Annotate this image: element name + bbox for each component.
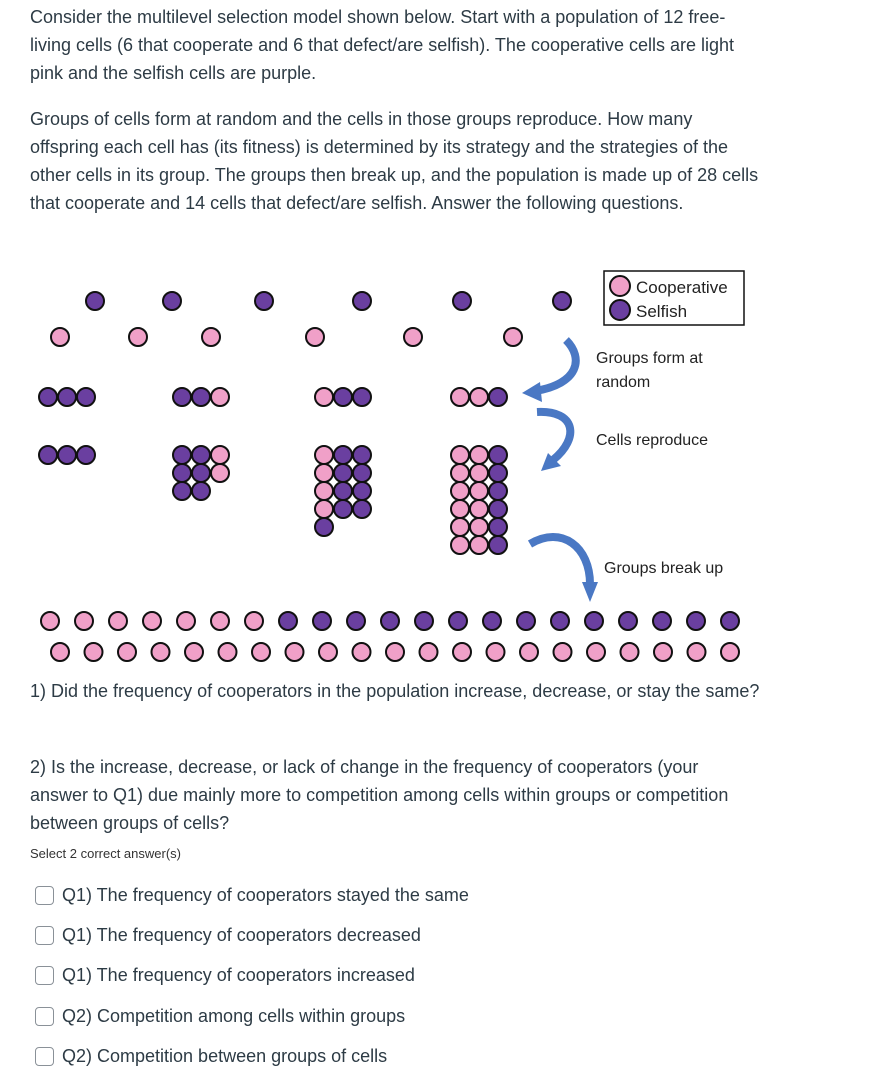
stage-label-breakup: Groups break up xyxy=(604,560,724,577)
legend-selfish-label: Selfish xyxy=(636,302,688,321)
intro-paragraph-1: Consider the multilevel selection model shown below. Start with a population of 12 free-living cells (6 that cooperate and 6 that defect/are selfish). The cooperative cells are light pink and the selfish cells are purple. xyxy=(30,7,735,83)
selfish-cell xyxy=(453,292,471,310)
selfish-cell xyxy=(551,612,569,630)
selfish-cell xyxy=(58,388,76,406)
selfish-cell xyxy=(489,500,507,518)
selfish-cell xyxy=(489,482,507,500)
cooperative-cell xyxy=(587,643,605,661)
cooperative-cell xyxy=(315,388,333,406)
selfish-cell xyxy=(173,482,191,500)
checkbox[interactable] xyxy=(35,966,54,985)
cooperative-cell xyxy=(353,643,371,661)
cooperative-cell xyxy=(520,643,538,661)
cooperative-cell xyxy=(470,536,488,554)
selfish-cell xyxy=(489,464,507,482)
option-label: Q1) The frequency of cooperators increased xyxy=(62,964,415,985)
cooperative-cell xyxy=(721,643,739,661)
legend-cooperative-icon xyxy=(610,276,630,296)
multilevel-selection-figure xyxy=(0,262,890,672)
selfish-cell xyxy=(353,446,371,464)
cooperative-cell xyxy=(202,328,220,346)
selfish-cell xyxy=(483,612,501,630)
legend-cooperative-label: Cooperative xyxy=(636,278,728,297)
stage-label-form-line-2: random xyxy=(596,374,651,391)
selfish-cell xyxy=(449,612,467,630)
selfish-cell xyxy=(353,292,371,310)
selfish-cell xyxy=(173,446,191,464)
option-q1-stayed-same[interactable] xyxy=(35,882,469,908)
checkbox[interactable] xyxy=(35,886,54,905)
curved-arrow-breakup xyxy=(530,537,590,584)
cooperative-cell xyxy=(451,446,469,464)
selfish-cell xyxy=(353,464,371,482)
cooperative-cell xyxy=(252,643,270,661)
selfish-cell xyxy=(334,388,352,406)
selfish-cell xyxy=(173,388,191,406)
option-q2-within-groups[interactable] xyxy=(35,1003,405,1029)
selfish-cell xyxy=(347,612,365,630)
cooperative-cell xyxy=(143,612,161,630)
cooperative-cell xyxy=(470,388,488,406)
cooperative-cell xyxy=(177,612,195,630)
cooperative-cell xyxy=(211,388,229,406)
cooperative-cell xyxy=(152,643,170,661)
selfish-cell xyxy=(192,446,210,464)
cooperative-cell xyxy=(451,500,469,518)
option-label: Q2) Competition among cells within groups xyxy=(62,1005,406,1026)
option-label: Q1) The frequency of cooperators decreased xyxy=(62,924,421,945)
cooperative-cell xyxy=(451,464,469,482)
cooperative-cell xyxy=(245,612,263,630)
curved-arrow-breakup-head xyxy=(582,582,598,602)
selfish-cell xyxy=(192,482,210,500)
selfish-cell xyxy=(192,388,210,406)
option-label: Q2) Competition between groups of cells xyxy=(62,1045,388,1066)
cooperative-cell xyxy=(41,612,59,630)
cooperative-cell xyxy=(451,536,469,554)
cooperative-cell xyxy=(211,446,229,464)
selfish-cell xyxy=(353,482,371,500)
selfish-cell xyxy=(353,388,371,406)
cooperative-cell xyxy=(315,464,333,482)
cooperative-cell xyxy=(420,643,438,661)
cooperative-cell xyxy=(185,643,203,661)
cooperative-cell xyxy=(487,643,505,661)
selfish-cell xyxy=(77,388,95,406)
cooperative-cell xyxy=(451,482,469,500)
selfish-cell xyxy=(517,612,535,630)
cooperative-cell xyxy=(386,643,404,661)
checkbox[interactable] xyxy=(35,1007,54,1026)
selfish-cell xyxy=(489,536,507,554)
selfish-cell xyxy=(553,292,571,310)
cooperative-cell xyxy=(85,643,103,661)
selfish-cell xyxy=(687,612,705,630)
option-q1-increased[interactable] xyxy=(35,962,415,988)
cooperative-cell xyxy=(306,328,324,346)
cooperative-cell xyxy=(451,388,469,406)
cooperative-cell xyxy=(51,643,69,661)
cooperative-cell xyxy=(211,464,229,482)
selfish-cell xyxy=(619,612,637,630)
selfish-cell xyxy=(381,612,399,630)
cooperative-cell xyxy=(470,464,488,482)
cooperative-cell xyxy=(219,643,237,661)
selfish-cell xyxy=(334,482,352,500)
intro-paragraph-2: Groups of cells form at random and the cells in those groups reproduce. How many offspring each cell has (its fitness) is determined by its strategy and the strategies of the other cells in its group. The groups then break up, and the population is made up of 28 cells that cooperate and 14 cells that defect/are selfish. Answer the following questions. xyxy=(30,109,759,213)
selfish-cell xyxy=(585,612,603,630)
selfish-cell xyxy=(353,500,371,518)
cooperative-cell xyxy=(470,518,488,536)
selfish-cell xyxy=(334,500,352,518)
selfish-cell xyxy=(192,464,210,482)
cooperative-cell xyxy=(118,643,136,661)
selfish-cell xyxy=(313,612,331,630)
cooperative-cell xyxy=(109,612,127,630)
cooperative-cell xyxy=(470,500,488,518)
cooperative-cell xyxy=(504,328,522,346)
cooperative-cell xyxy=(315,500,333,518)
cooperative-cell xyxy=(688,643,706,661)
selfish-cell xyxy=(653,612,671,630)
curved-arrow-reproduce xyxy=(537,412,570,460)
selfish-cell xyxy=(489,446,507,464)
selfish-cell xyxy=(489,388,507,406)
selfish-cell xyxy=(255,292,273,310)
cooperative-cell xyxy=(470,482,488,500)
cell-layer xyxy=(39,292,739,661)
cooperative-cell xyxy=(286,643,304,661)
selfish-cell xyxy=(86,292,104,310)
cooperative-cell xyxy=(554,643,572,661)
cooperative-cell xyxy=(470,446,488,464)
curved-arrow-groups-form-head xyxy=(522,382,542,402)
cooperative-cell xyxy=(453,643,471,661)
cooperative-cell xyxy=(319,643,337,661)
selfish-cell xyxy=(721,612,739,630)
selfish-cell xyxy=(39,388,57,406)
question-1: 1) Did the frequency of cooperators in the population increase, decrease, or stay the same? xyxy=(30,681,760,701)
cooperative-cell xyxy=(129,328,147,346)
option-label: Q1) The frequency of cooperators stayed the same xyxy=(62,884,469,905)
cooperative-cell xyxy=(654,643,672,661)
checkbox[interactable] xyxy=(35,1047,54,1066)
cooperative-cell xyxy=(211,612,229,630)
selfish-cell xyxy=(334,446,352,464)
selfish-cell xyxy=(415,612,433,630)
stage-label-form-line-1: Groups form at xyxy=(596,350,703,367)
selfish-cell xyxy=(163,292,181,310)
legend-box xyxy=(604,271,744,325)
selfish-cell xyxy=(279,612,297,630)
cooperative-cell xyxy=(315,446,333,464)
selfish-cell xyxy=(39,446,57,464)
question-2: 2) Is the increase, decrease, or lack of change in the frequency of cooperators (your answer to Q1) due mainly more to competition among cells within groups or competition between groups of cells? xyxy=(30,757,729,833)
cooperative-cell xyxy=(75,612,93,630)
checkbox[interactable] xyxy=(35,926,54,945)
legend-selfish-icon xyxy=(610,300,630,320)
selfish-cell xyxy=(77,446,95,464)
cooperative-cell xyxy=(621,643,639,661)
curved-arrow-groups-form xyxy=(535,340,576,391)
selfish-cell xyxy=(315,518,333,536)
cooperative-cell xyxy=(451,518,469,536)
selfish-cell xyxy=(173,464,191,482)
cooperative-cell xyxy=(315,482,333,500)
cooperative-cell xyxy=(404,328,422,346)
option-q1-decreased[interactable] xyxy=(35,922,421,948)
select-count-instruction: Select 2 correct answer(s) xyxy=(30,846,181,861)
cooperative-cell xyxy=(51,328,69,346)
option-q2-between-groups[interactable] xyxy=(35,1043,387,1069)
selfish-cell xyxy=(58,446,76,464)
selfish-cell xyxy=(489,518,507,536)
stage-label-reproduce: Cells reproduce xyxy=(596,432,709,449)
selfish-cell xyxy=(334,464,352,482)
